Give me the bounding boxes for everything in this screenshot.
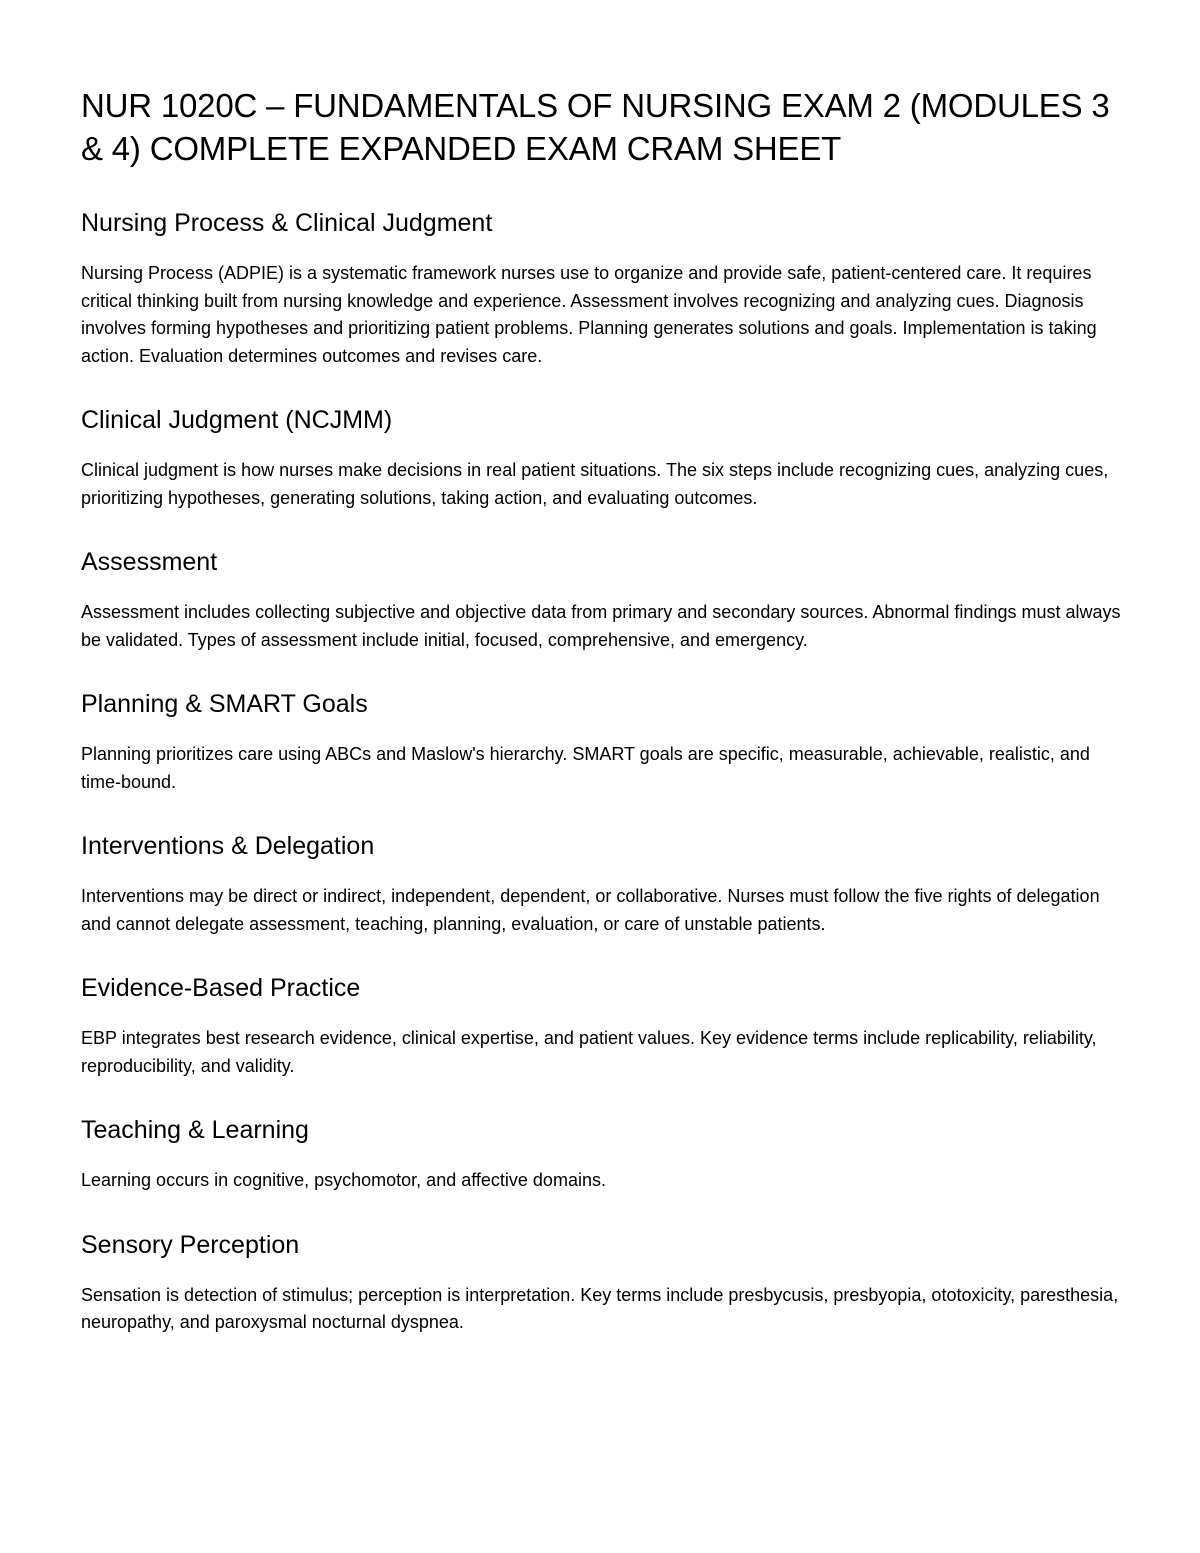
section-assessment [81, 546, 1131, 654]
section-body: Planning prioritizes care using ABCs and Maslow's hierarchy. SMART goals are specific, measurable, achievable, realistic, and time-bound. [81, 744, 1090, 792]
section-teaching-learning [81, 1114, 1131, 1195]
document-title: NUR 1020C – FUNDAMENTALS OF NURSING EXAM 2 (MODULES 3 & 4) COMPLETE EXPANDED EXAM CRAM SHEET [81, 87, 1110, 167]
section-nursing-process [81, 207, 1131, 370]
section-heading: Teaching & Learning [81, 1116, 309, 1144]
section-body: Sensation is detection of stimulus; perception is interpretation. Key terms include presbycusis, presbyopia, ototoxicity, paresthesia, neuropathy, and paroxysmal nocturnal dyspnea. [81, 1284, 1119, 1332]
section-heading: Interventions & Delegation [81, 832, 375, 860]
section-planning-smart-goals [81, 688, 1131, 796]
document-page [81, 84, 1131, 1371]
section-body: Nursing Process (ADPIE) is a systematic framework nurses use to organize and provide safe, patient-centered care. It requires critical thinking built from nursing knowledge and experience. Assessment involves recognizing and analyzing cues. Diagnosis involves forming hypotheses and prioritizing patient problems. Planning generates solutions and goals. Implementation is taking action. Evaluation determines outcomes and revises care. [81, 263, 1097, 366]
section-heading: Sensory Perception [81, 1230, 300, 1259]
section-body: EBP integrates best research evidence, clinical expertise, and patient values. Key evidence terms include replicability, reliability, reproducibility, and validity. [81, 1028, 1097, 1076]
section-heading: Evidence-Based Practice [81, 974, 361, 1002]
section-sensory-perception [81, 1229, 1131, 1337]
section-body: Assessment includes collecting subjective and objective data from primary and secondary sources. Abnormal findings must always be validated. Types of assessment include initial, focused, comprehensive, and emergency. [81, 602, 1121, 650]
section-clinical-judgment [81, 404, 1131, 512]
section-heading: Nursing Process & Clinical Judgment [81, 209, 493, 237]
section-heading: Clinical Judgment (NCJMM) [81, 406, 393, 434]
section-body: Learning occurs in cognitive, psychomotor, and affective domains. [81, 1170, 606, 1190]
section-body: Interventions may be direct or indirect, independent, dependent, or collaborative. Nurses must follow the five rights of delegation and cannot delegate assessment, teaching, planning, evaluation, or care of unstable patients. [81, 886, 1100, 934]
section-evidence-based-practice [81, 972, 1131, 1080]
section-body: Clinical judgment is how nurses make decisions in real patient situations. The six steps include recognizing cues, analyzing cues, prioritizing hypotheses, generating solutions, taking action, and evaluating outcomes. [81, 460, 1109, 508]
section-heading: Assessment [81, 548, 218, 576]
section-heading: Planning & SMART Goals [81, 690, 368, 718]
section-interventions-delegation [81, 830, 1131, 938]
